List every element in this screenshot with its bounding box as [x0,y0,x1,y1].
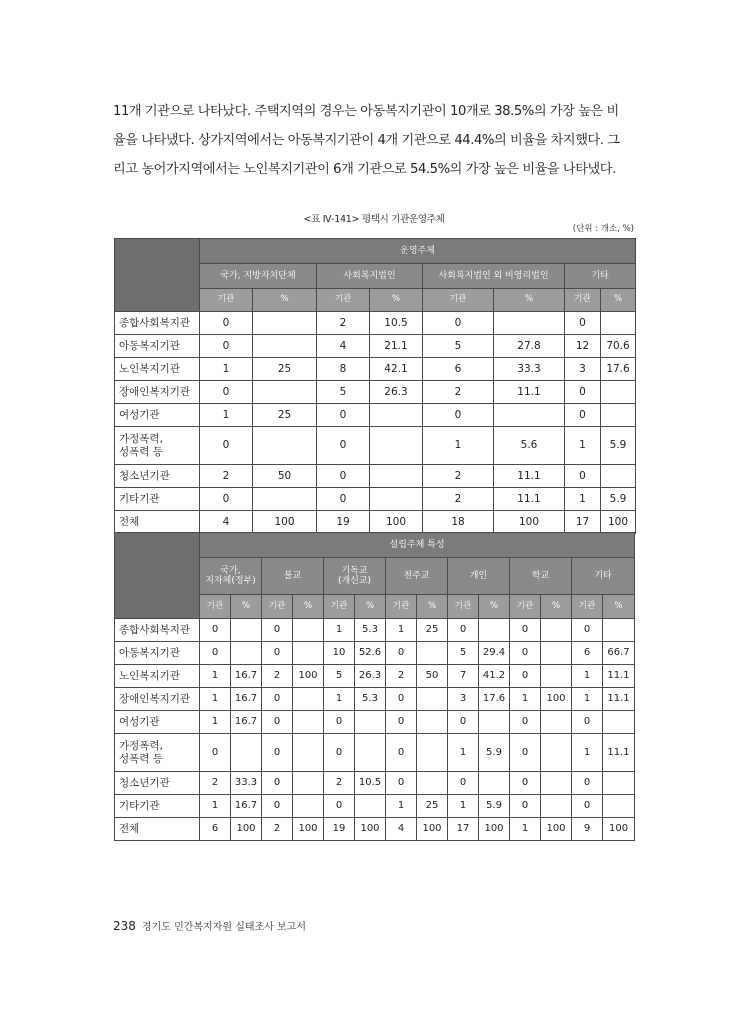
data-cell: 0 [510,795,541,818]
operating-entity-table [114,238,636,534]
subheader-cell: 기관 [565,289,601,312]
data-cell: 1 [200,711,231,734]
data-cell: 1 [386,619,417,642]
data-cell: 5 [448,642,479,665]
data-cell: 2 [423,488,494,511]
subheader-cell: % [479,595,510,619]
data-cell [601,404,636,427]
data-cell: 0 [423,404,494,427]
data-cell: 0 [448,619,479,642]
data-cell [603,711,635,734]
data-cell: 16.7 [231,711,262,734]
data-cell: 100 [479,818,510,841]
data-cell [253,335,317,358]
data-cell: 5.3 [355,619,386,642]
data-cell: 0 [324,734,355,772]
body-paragraph-line-3: 리고 농어가지역에서는 노인복지기관이 6개 기관으로 54.5%의 가장 높은 비율을 나타냈다. [113,162,616,177]
data-cell: 10.5 [355,772,386,795]
data-cell [293,642,324,665]
row-label: 노인복지기관 [115,358,200,381]
data-cell [293,772,324,795]
data-cell: 7 [448,665,479,688]
subheader-cell: % [601,289,636,312]
data-cell: 5.6 [494,427,565,465]
row-label: 가정폭력, 성폭력 등 [115,427,200,465]
data-cell: 66.7 [603,642,635,665]
data-cell: 10 [324,642,355,665]
data-cell: 0 [386,688,417,711]
data-cell: 0 [386,734,417,772]
data-cell [603,619,635,642]
row-label: 여성기관 [115,711,200,734]
data-cell: 33.3 [231,772,262,795]
data-cell [231,734,262,772]
data-cell: 100 [231,818,262,841]
data-cell: 8 [317,358,370,381]
subheader-cell: 기관 [386,595,417,619]
row-label: 전체 [115,511,200,534]
table-row [115,772,635,795]
data-cell [541,711,572,734]
subheader-cell: % [370,289,423,312]
data-cell [479,711,510,734]
data-cell [417,734,448,772]
row-label: 가정폭력, 성폭력 등 [115,734,200,772]
data-cell [293,619,324,642]
data-cell [417,772,448,795]
data-cell: 16.7 [231,665,262,688]
data-cell: 1 [510,818,541,841]
data-cell: 0 [510,665,541,688]
data-cell: 100 [541,688,572,711]
data-cell: 5 [423,335,494,358]
subheader-cell: 기관 [317,289,370,312]
data-cell: 2 [200,772,231,795]
data-cell: 1 [565,427,601,465]
data-cell: 0 [317,427,370,465]
data-cell: 12 [565,335,601,358]
row-label: 종합사회복지관 [115,312,200,335]
page-number: 238 [113,919,136,933]
body-paragraph-line-2: 율을 나타냈다. 상가지역에서는 아동복지기관이 4개 기관으로 44.4%의 비율을 차지했다. 그 [113,133,620,148]
data-cell: 0 [200,312,253,335]
data-cell: 2 [262,665,293,688]
data-cell [231,619,262,642]
data-cell: 41.2 [479,665,510,688]
data-cell: 0 [200,642,231,665]
subheader-cell: % [253,289,317,312]
data-cell: 0 [317,488,370,511]
subheader-cell: % [603,595,635,619]
data-cell [541,734,572,772]
data-cell: 0 [262,619,293,642]
data-cell: 2 [324,772,355,795]
data-cell: 11.1 [603,665,635,688]
data-cell [541,665,572,688]
data-cell: 5.9 [479,795,510,818]
group-header: 사회복지법인 [317,264,423,289]
data-cell: 0 [423,312,494,335]
data-cell: 1 [200,795,231,818]
table-row [115,665,635,688]
row-label: 청소년기관 [115,772,200,795]
data-cell: 4 [386,818,417,841]
data-cell: 100 [253,511,317,534]
table-row [115,381,636,404]
table-row [115,688,635,711]
table-row [115,358,636,381]
row-label: 종합사회복지관 [115,619,200,642]
group-header: 기타 [572,558,635,595]
data-cell: 26.3 [370,381,423,404]
data-cell [293,795,324,818]
data-cell [370,488,423,511]
data-cell: 0 [317,404,370,427]
data-cell: 5 [324,665,355,688]
data-cell [293,688,324,711]
group-header: 사회복지법인 외 비영리법인 [423,264,565,289]
data-cell: 0 [262,734,293,772]
data-cell: 52.6 [355,642,386,665]
data-cell: 6 [200,818,231,841]
subheader-cell: 기관 [448,595,479,619]
data-cell: 5.9 [601,427,636,465]
data-cell: 0 [510,734,541,772]
data-cell: 1 [510,688,541,711]
data-cell: 0 [386,711,417,734]
data-cell: 17 [448,818,479,841]
data-cell: 0 [200,381,253,404]
data-cell: 17.6 [601,358,636,381]
data-cell: 0 [572,795,603,818]
row-label: 여성기관 [115,404,200,427]
data-cell [601,465,636,488]
row-label: 기타기관 [115,488,200,511]
data-cell [417,711,448,734]
data-cell [603,772,635,795]
table-row [115,312,636,335]
data-cell: 2 [262,818,293,841]
data-cell: 25 [253,404,317,427]
group-header: 불교 [262,558,324,595]
data-cell [231,642,262,665]
data-cell: 1 [386,795,417,818]
data-cell [253,312,317,335]
data-cell: 1 [200,358,253,381]
data-cell: 1 [572,734,603,772]
data-cell: 1 [572,688,603,711]
data-cell: 0 [386,642,417,665]
data-cell: 1 [200,688,231,711]
data-cell: 0 [572,711,603,734]
data-cell: 25 [253,358,317,381]
data-cell [293,734,324,772]
data-cell: 1 [423,427,494,465]
data-cell: 11.1 [494,488,565,511]
data-cell [253,427,317,465]
data-cell [541,619,572,642]
subheader-cell: 기관 [200,595,231,619]
row-label: 장애인복지기관 [115,381,200,404]
data-cell: 4 [200,511,253,534]
data-cell: 16.7 [231,795,262,818]
subheader-cell: % [231,595,262,619]
data-cell: 50 [417,665,448,688]
subheader-cell: % [293,595,324,619]
row-label: 노인복지기관 [115,665,200,688]
data-cell: 29.4 [479,642,510,665]
data-cell: 5.9 [479,734,510,772]
row-label: 청소년기관 [115,465,200,488]
data-cell: 0 [324,795,355,818]
subheader-cell: % [494,289,565,312]
data-cell: 19 [324,818,355,841]
table-row [115,427,636,465]
data-cell: 11.1 [494,465,565,488]
data-cell [541,795,572,818]
data-cell: 0 [565,381,601,404]
data-cell: 0 [448,711,479,734]
subheader-cell: 기관 [200,289,253,312]
data-cell: 1 [572,665,603,688]
row-label: 아동복지기관 [115,335,200,358]
table-row [115,465,636,488]
data-cell: 5.9 [601,488,636,511]
data-cell: 0 [510,642,541,665]
data-cell [370,404,423,427]
data-cell: 0 [565,404,601,427]
data-cell: 11.1 [494,381,565,404]
data-cell: 5 [317,381,370,404]
data-cell: 0 [262,688,293,711]
data-cell: 6 [572,642,603,665]
data-cell: 0 [510,772,541,795]
data-cell: 100 [355,818,386,841]
data-cell [494,404,565,427]
header-row-title [115,239,636,264]
data-cell [479,619,510,642]
data-cell: 0 [324,711,355,734]
row-label: 기타기관 [115,795,200,818]
data-cell [601,312,636,335]
subheader-cell: 기관 [572,595,603,619]
data-cell: 100 [370,511,423,534]
unit-label: (단위 : 개소, %) [572,224,634,234]
data-cell: 100 [541,818,572,841]
body-paragraph-line-1: 11개 기관으로 나타났다. 주택지역의 경우는 아동복지기관이 10개로 38.5%의 가장 높은 비 [113,104,619,119]
data-cell: 21.1 [370,335,423,358]
data-cell: 11.1 [603,688,635,711]
subheader-cell: 기관 [324,595,355,619]
data-cell: 100 [601,511,636,534]
group-header: 기독교 (개신교) [324,558,386,595]
data-cell: 3 [448,688,479,711]
header-corner [115,533,200,619]
data-cell: 27.8 [494,335,565,358]
data-cell: 0 [262,772,293,795]
data-cell [355,734,386,772]
data-cell [417,642,448,665]
data-cell: 1 [200,665,231,688]
table-row [115,488,636,511]
data-cell: 0 [200,734,231,772]
data-cell: 1 [565,488,601,511]
data-cell [355,795,386,818]
subheader-cell: % [541,595,572,619]
data-cell [293,711,324,734]
data-cell: 6 [423,358,494,381]
data-cell: 0 [200,619,231,642]
data-cell: 0 [448,772,479,795]
data-cell: 100 [293,665,324,688]
row-label: 전체 [115,818,200,841]
table-row [115,734,635,772]
data-cell [370,427,423,465]
data-cell: 19 [317,511,370,534]
data-cell [355,711,386,734]
table-row [115,818,635,841]
subheader-cell: % [355,595,386,619]
data-cell: 100 [417,818,448,841]
data-cell: 1 [448,734,479,772]
data-cell: 0 [510,711,541,734]
subheader-cell: % [417,595,448,619]
header-corner [115,239,200,312]
report-title: 경기도 민간복지자원 실태조사 보고서 [141,922,307,933]
data-cell: 2 [317,312,370,335]
data-cell: 0 [200,335,253,358]
data-cell: 25 [417,619,448,642]
data-cell: 0 [262,642,293,665]
data-cell: 26.3 [355,665,386,688]
data-cell: 17.6 [479,688,510,711]
data-cell: 1 [324,619,355,642]
data-cell: 0 [572,619,603,642]
data-cell [541,772,572,795]
data-cell: 0 [565,465,601,488]
table-row [115,404,636,427]
group-header: 국가, 지방자치단체 [200,264,317,289]
data-cell: 33.3 [494,358,565,381]
table-row [115,335,636,358]
data-cell: 0 [386,772,417,795]
data-cell [601,381,636,404]
table-title: 운영주체 [200,239,636,264]
data-cell: 0 [262,711,293,734]
data-cell [494,312,565,335]
data-cell: 0 [317,465,370,488]
data-cell [417,688,448,711]
data-cell: 0 [572,772,603,795]
data-cell: 2 [386,665,417,688]
data-cell: 9 [572,818,603,841]
data-cell [603,795,635,818]
row-label: 장애인복지기관 [115,688,200,711]
data-cell: 0 [510,619,541,642]
subheader-cell: 기관 [510,595,541,619]
data-cell [253,488,317,511]
table-caption: <표 Ⅳ-141> 평택시 기관운영주체 [303,214,445,225]
table-row [115,642,635,665]
data-cell: 0 [565,312,601,335]
row-label: 아동복지기관 [115,642,200,665]
data-cell: 70.6 [601,335,636,358]
data-cell: 11.1 [603,734,635,772]
data-cell: 2 [423,381,494,404]
group-header: 국가, 지자체(정부) [200,558,262,595]
data-cell: 1 [448,795,479,818]
data-cell: 100 [603,818,635,841]
data-cell: 0 [262,795,293,818]
page-footer [113,918,306,933]
group-header: 천주교 [386,558,448,595]
data-cell: 0 [200,488,253,511]
data-cell: 42.1 [370,358,423,381]
data-cell [370,465,423,488]
data-cell [541,642,572,665]
subheader-cell: 기관 [423,289,494,312]
data-cell: 100 [293,818,324,841]
table-row [115,711,635,734]
data-cell: 16.7 [231,688,262,711]
data-cell [253,381,317,404]
data-cell: 10.5 [370,312,423,335]
group-header: 개인 [448,558,510,595]
data-cell: 5.3 [355,688,386,711]
data-cell: 4 [317,335,370,358]
data-cell: 25 [417,795,448,818]
data-cell: 0 [200,427,253,465]
header-row-title [115,533,635,558]
group-header: 기타 [565,264,636,289]
table-title: 설립주체 특성 [200,533,635,558]
data-cell: 1 [200,404,253,427]
table-row [115,619,635,642]
data-cell: 2 [200,465,253,488]
table-row [115,795,635,818]
data-cell: 1 [324,688,355,711]
data-cell: 2 [423,465,494,488]
data-cell: 18 [423,511,494,534]
data-cell: 3 [565,358,601,381]
data-cell: 50 [253,465,317,488]
data-cell [479,772,510,795]
table-row [115,511,636,534]
subheader-cell: 기관 [262,595,293,619]
founding-entity-table [114,532,635,841]
group-header: 학교 [510,558,572,595]
data-cell: 17 [565,511,601,534]
data-cell: 100 [494,511,565,534]
